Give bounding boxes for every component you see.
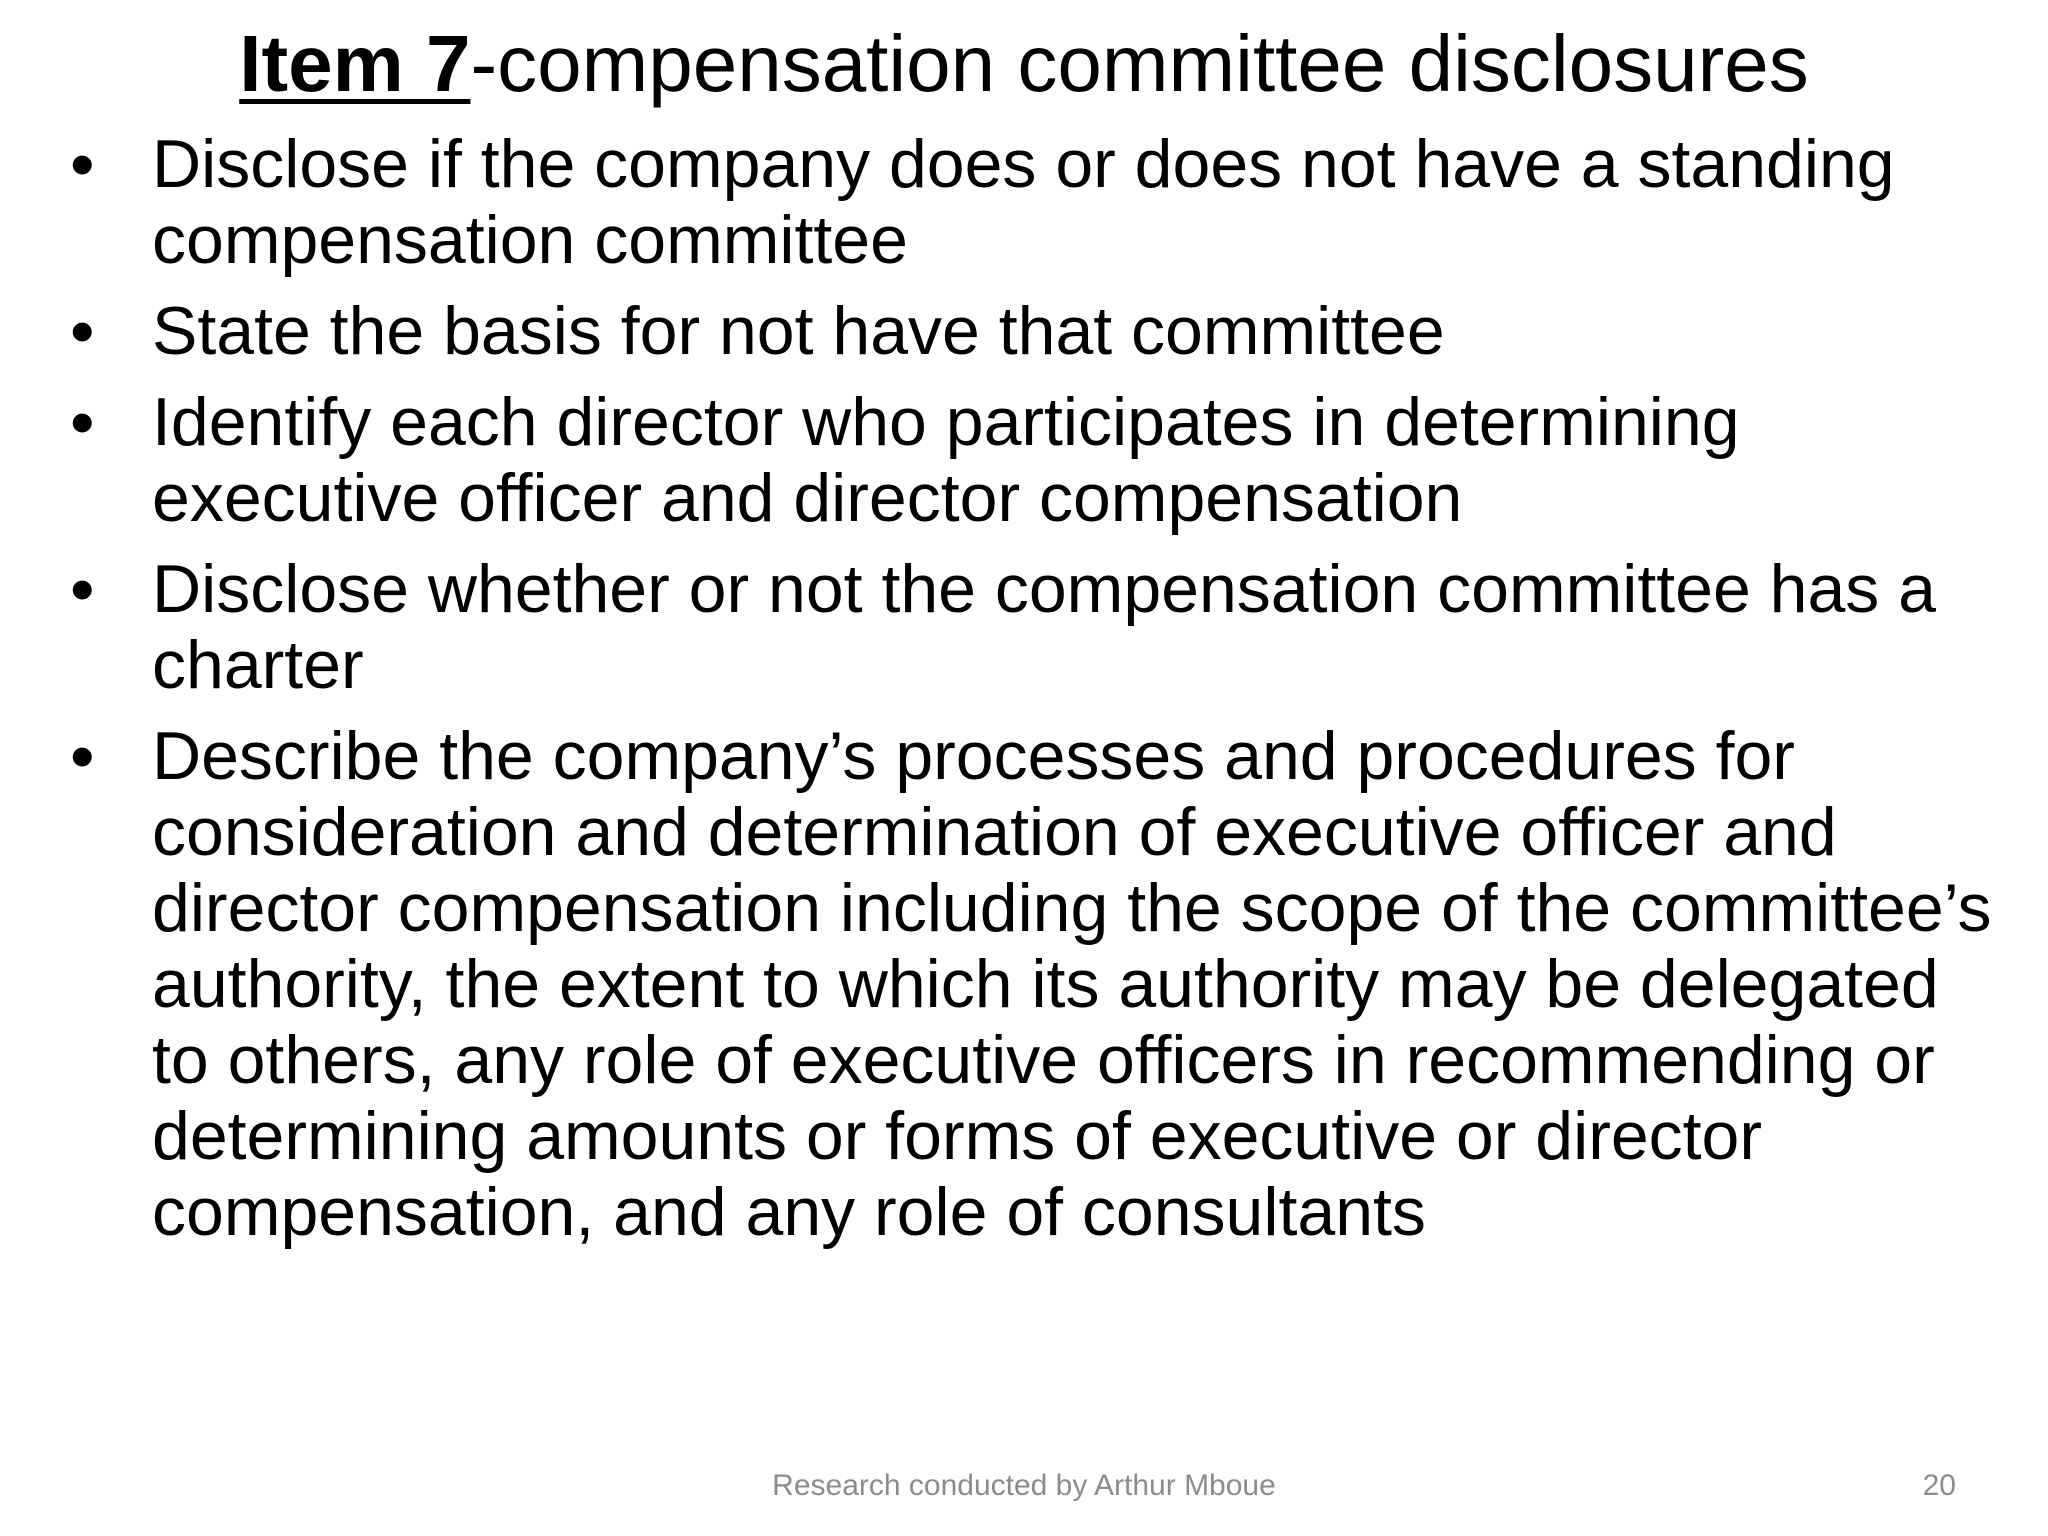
bullet-text: Disclose if the company does or does not have a standing compensation committee <box>152 126 1895 278</box>
title-text: -compensation committee disclosures <box>470 19 1809 108</box>
slide-title <box>0 14 2048 114</box>
bullet-text: Describe the company’s processes and procedures for consideration and determination of executive officer and director compensation including the scope of the committee’s authority, the extent to which its authority may be delegated to others, any role of executive officers in recommending or determining amounts or forms of executive or director compensation, and any role of consultants <box>152 718 1992 1250</box>
bullet-icon: • <box>70 717 95 795</box>
bullet-icon: • <box>70 292 95 370</box>
bullet-item <box>0 384 2048 536</box>
bullet-item <box>0 551 2048 703</box>
bullet-item <box>0 293 2048 369</box>
bullet-item <box>0 126 2048 278</box>
title-item-label: Item 7 <box>239 19 471 108</box>
bullet-list <box>0 126 2048 1265</box>
bullet-text: Identify each director who participates in determining executive officer and director compensation <box>152 384 1740 536</box>
bullet-icon: • <box>70 383 95 461</box>
bullet-icon: • <box>70 125 95 203</box>
bullet-icon: • <box>70 550 95 628</box>
bullet-text: State the basis for not have that committee <box>152 293 1445 369</box>
page-number: 20 <box>1922 1469 1956 1502</box>
bullet-text: Disclose whether or not the compensation committee has a charter <box>152 551 1937 703</box>
bullet-item <box>0 718 2048 1250</box>
footer-text: Research conducted by Arthur Mboue <box>772 1469 1276 1502</box>
